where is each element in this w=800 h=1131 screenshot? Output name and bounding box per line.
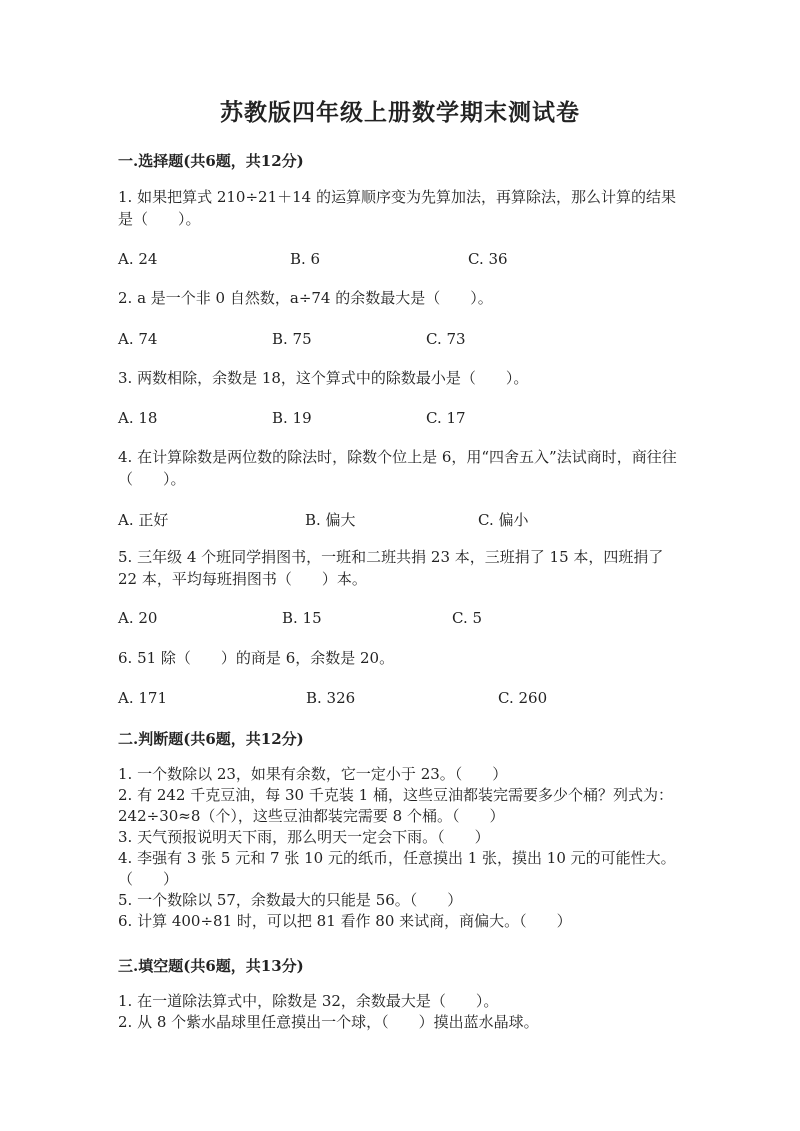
section-heading-choice: 一.选择题(共6题，共12分) bbox=[118, 152, 304, 170]
option-a: A. 正好 bbox=[118, 511, 169, 529]
option-b: B. 6 bbox=[290, 250, 321, 268]
option-a: A. 171 bbox=[118, 689, 167, 707]
statement-item: 6. 计算 400÷81 时，可以把 81 看作 80 来试商，商偏大。（ ） bbox=[118, 912, 572, 930]
statement-item: 5. 一个数除以 57，余数最大的只能是 56。（ ） bbox=[118, 891, 463, 909]
statement-item: 2. 有 242 千克豆油，每 30 千克装 1 桶，这些豆油都装完需要多少个桶？列式为：242÷30≈8（个），这些豆油都装完需要 8 个桶。（ ） bbox=[118, 786, 673, 825]
option-b: B. 326 bbox=[306, 689, 356, 707]
statement-item: 4. 李强有 3 张 5 元和 7 张 10 元的纸币，任意摸出 1 张，摸出 10 元的可能性大。（ ） bbox=[118, 849, 676, 888]
question-text: 2. a 是一个非 0 自然数，a÷74 的余数最大是（ ）。 bbox=[118, 289, 493, 307]
option-c: C. 260 bbox=[498, 689, 548, 707]
option-c: C. 17 bbox=[426, 409, 466, 427]
option-b: B. 19 bbox=[272, 409, 312, 427]
page-title: 苏教版四年级上册数学期末测试卷 bbox=[220, 99, 580, 126]
question-text: 3. 两数相除，余数是 18，这个算式中的除数最小是（ ）。 bbox=[118, 369, 529, 387]
statement-item: 3. 天气预报说明天下雨，那么明天一定会下雨。（ ） bbox=[118, 828, 490, 846]
fill-in-item: 1. 在一道除法算式中，除数是 32，余数最大是（ ）。 bbox=[118, 992, 499, 1010]
option-c: C. 偏小 bbox=[478, 511, 529, 529]
question-text: 1. 如果把算式 210÷21＋14 的运算顺序变为先算加法，再算除法，那么计算的结果是（ ）。 bbox=[118, 188, 676, 228]
section-heading-judgement: 二.判断题(共6题，共12分) bbox=[118, 730, 304, 748]
option-c: C. 36 bbox=[468, 250, 508, 268]
question-text: 5. 三年级 4 个班同学捐图书，一班和二班共捐 23 本，三班捐了 15 本，四班捐了 22 本，平均每班捐图书（ ）本。 bbox=[118, 548, 664, 588]
statement-item: 1. 一个数除以 23，如果有余数，它一定小于 23。（ ） bbox=[118, 765, 508, 783]
option-b: B. 偏大 bbox=[305, 511, 356, 529]
option-b: B. 15 bbox=[282, 609, 322, 627]
option-b: B. 75 bbox=[272, 330, 312, 348]
question-text: 6. 51 除（ ）的商是 6，余数是 20。 bbox=[118, 649, 395, 667]
fill-in-item: 2. 从 8 个紫水晶球里任意摸出一个球，（ ）摸出蓝水晶球。 bbox=[118, 1013, 539, 1031]
option-c: C. 73 bbox=[426, 330, 466, 348]
option-a: A. 74 bbox=[118, 330, 158, 348]
question-text: 4. 在计算除数是两位数的除法时，除数个位上是 6，用“四舍五入”法试商时，商往往（ ）。 bbox=[118, 448, 677, 488]
option-a: A. 20 bbox=[118, 609, 158, 627]
option-a: A. 18 bbox=[118, 409, 158, 427]
section-heading-fill-in: 三.填空题(共6题，共13分) bbox=[118, 957, 304, 975]
option-c: C. 5 bbox=[452, 609, 483, 627]
option-a: A. 24 bbox=[118, 250, 158, 268]
